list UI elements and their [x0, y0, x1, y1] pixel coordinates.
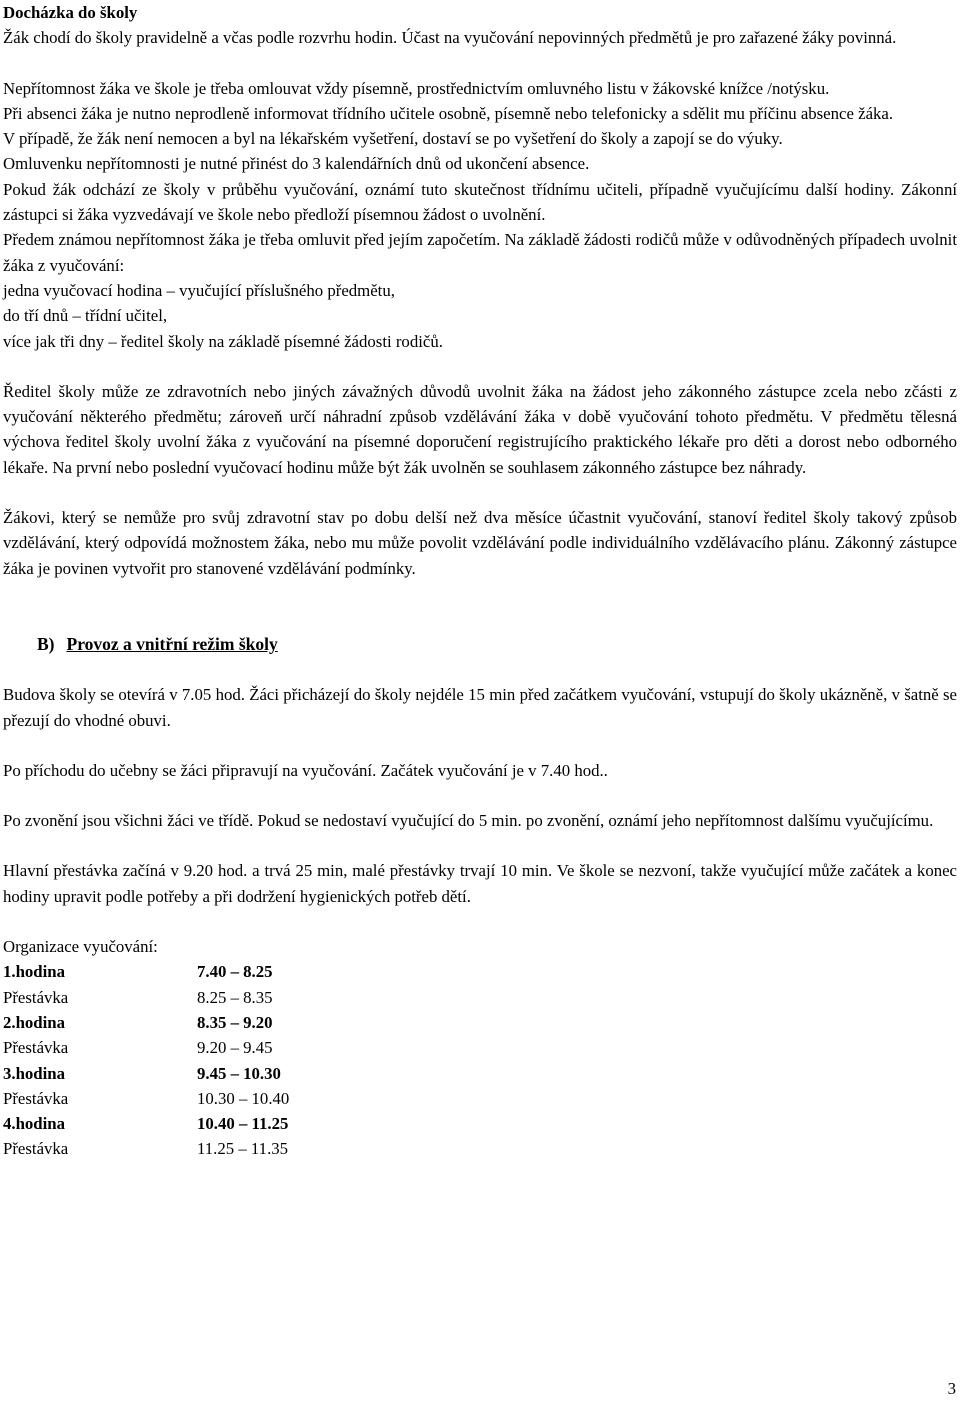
page-number: 3: [947, 1379, 956, 1398]
schedule-period-name: Přestávka: [3, 1038, 69, 1058]
excuse-list-item: jedna vyučovací hodina – vyučující příslušného předmětu,: [3, 280, 395, 300]
spacer: [3, 51, 957, 76]
spacer: [3, 833, 957, 858]
schedule-row: [3, 1010, 289, 1035]
schedule-title: Organizace vyučování:: [3, 937, 158, 957]
spacer: [3, 783, 957, 808]
schedule-row: [3, 1111, 289, 1136]
schedule-period-name: Přestávka: [3, 1088, 69, 1108]
schedule-period-time: 9.20 – 9.45: [197, 1038, 273, 1058]
operation-paragraph-2: Po příchodu do učebny se žáci připravují na vyučování. Začátek vyučování je v 7.40 hod..: [3, 760, 608, 780]
schedule-row: [3, 1086, 289, 1111]
attendance-paragraph-7: Předem známou nepřítomnost žáka je třeba omluvit před jejím započetím. Na základě žádosti rodičů může v odůvodněných případech uvolnit žáka z vyučování:: [3, 230, 957, 275]
operation-paragraph-3: Po zvonění jsou všichni žáci ve třídě. Pokud se nedostaví vyučující do 5 min. po zvonění, oznámí jeho nepřítomnost dalšímu vyučujícímu.: [3, 811, 934, 831]
spacer: [3, 657, 957, 682]
schedule-table: [3, 959, 289, 1161]
spacer: [3, 909, 957, 934]
document-page: [3, 0, 957, 1162]
attendance-paragraph-4: V případě, že žák není nemocen a byl na lékařském vyšetření, dostaví se po vyšetření do školy a zapojí se do výuky.: [3, 129, 783, 149]
attendance-paragraph-3: Při absenci žáka je nutno neprodleně informovat třídního učitele osobně, písemně nebo telefonicky a sdělit mu příčinu absence žáka.: [3, 103, 894, 123]
attendance-paragraph-1: Žák chodí do školy pravidelně a včas podle rozvrhu hodin. Účast na vyučování nepovinných předmětů je pro zařazené žáky povinná.: [3, 28, 897, 48]
excuse-list-item: více jak tři dny – ředitel školy na základě písemné žádosti rodičů.: [3, 331, 443, 351]
schedule-period-name: 3.hodina: [3, 1063, 66, 1083]
spacer: [3, 733, 957, 758]
spacer: [3, 354, 957, 379]
schedule-row: [3, 1136, 289, 1161]
operation-paragraph-1: Budova školy se otevírá v 7.05 hod. Žáci přicházejí do školy nejdéle 15 min před začátkem vyučování, vstupují do školy ukázněně, v šatně se přezují do vhodné obuvi.: [3, 685, 957, 730]
excuse-list-item: do tří dnů – třídní učitel,: [3, 306, 168, 326]
schedule-period-time: 10.40 – 11.25: [197, 1114, 289, 1134]
schedule-period-name: 2.hodina: [3, 1012, 66, 1032]
attendance-paragraph-9: Žákovi, který se nemůže pro svůj zdravotní stav po dobu delší než dva měsíce účastnit vyučování, stanoví ředitel školy takový způsob vzdělávání, který odpovídá možnostem žáka, nebo mu může povolit vzdělávání podle individuálního vzdělávacího plánu. Zákonný zástupce žáka je povinen vytvořit pro stanovené vzdělávání podmínky.: [3, 508, 957, 578]
attendance-heading: Docházka do školy: [3, 3, 138, 22]
schedule-period-time: 8.25 – 8.35: [197, 987, 273, 1007]
spacer: [3, 480, 957, 505]
schedule-row: [3, 959, 289, 984]
schedule-period-time: 7.40 – 8.25: [197, 962, 273, 982]
schedule-period-name: 1.hodina: [3, 962, 66, 982]
attendance-paragraph-8: Ředitel školy může ze zdravotních nebo jiných závažných důvodů uvolnit žáka na žádost jeho zákonného zástupce zcela nebo zčásti z vyučování některého předmětu; zároveň určí náhradní způsob vzdělávání žáka v době vyučování tohoto předmětu. V předmětu tělesná výchova ředitel školy uvolní žáka z vyučování na písemné doporučení registrujícího praktického lékaře pro děti a dorost nebo odborného lékaře. Na první nebo poslední vyučovací hodinu může být žák uvolněn se souhlasem zákonného zástupce bez náhrady.: [3, 381, 957, 477]
schedule-row: [3, 1035, 289, 1060]
attendance-paragraph-6: Pokud žák odchází ze školy v průběhu vyučování, oznámí tuto skutečnost třídnímu učiteli, případně vyučujícímu další hodiny. Zákonní zástupci si žáka vyzvedávají ve škole nebo předloží písemnou žádost o uvolnění.: [3, 179, 957, 225]
operation-paragraph-4: Hlavní přestávka začíná v 9.20 hod. a trvá 25 min, malé přestávky trvají 10 min. Ve škole se nezvoní, takže vyučující může začátek a konec hodiny upravit podle potřeby a při dodržení hygienických potřeb dětí.: [3, 861, 957, 906]
schedule-period-time: 8.35 – 9.20: [197, 1012, 273, 1032]
schedule-period-time: 10.30 – 10.40: [197, 1088, 290, 1108]
schedule-period-name: Přestávka: [3, 1139, 69, 1159]
section-b-title: Provoz a vnitřní režim školy: [66, 633, 278, 654]
schedule-period-name: Přestávka: [3, 987, 69, 1007]
schedule-row: [3, 985, 289, 1010]
attendance-paragraph-2: Nepřítomnost žáka ve škole je třeba omlouvat vždy písemně, prostřednictvím omluvného listu v žákovské knížce /notýsku.: [3, 78, 830, 98]
attendance-paragraph-5: Omluvenku nepřítomnosti je nutné přinést do 3 kalendářních dnů od ukončení absence.: [3, 154, 590, 174]
schedule-row: [3, 1061, 289, 1086]
schedule-period-time: 9.45 – 10.30: [197, 1063, 281, 1083]
schedule-period-time: 11.25 – 11.35: [197, 1139, 289, 1159]
schedule-period-name: 4.hodina: [3, 1114, 66, 1134]
section-b-heading: [37, 632, 957, 657]
spacer: [3, 581, 957, 632]
section-b-label: B): [37, 633, 55, 654]
